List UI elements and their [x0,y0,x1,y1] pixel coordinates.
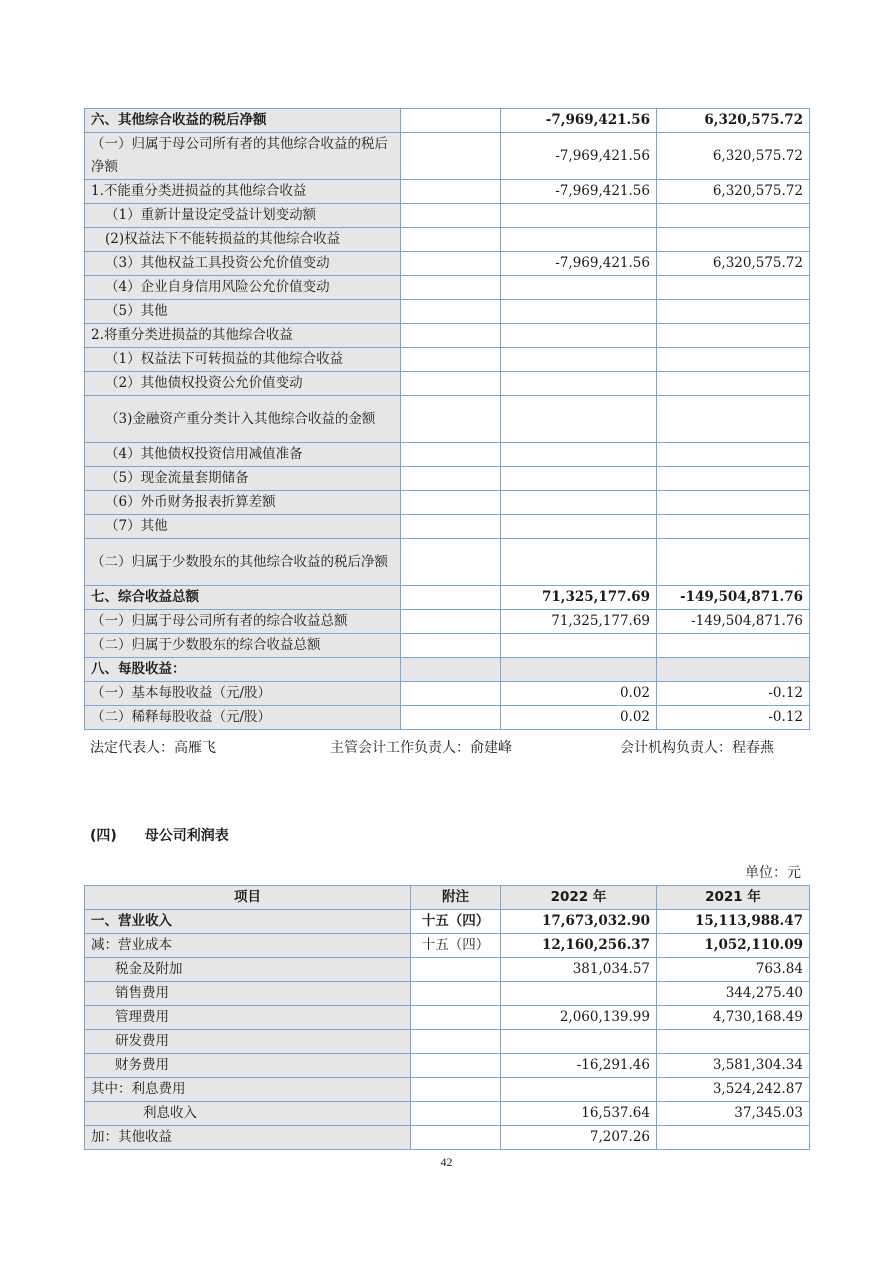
table-row [85,910,810,934]
value-2022: -7,969,421.56 [501,180,657,204]
row-label: 管理费用 [85,1006,411,1030]
value-2022 [501,982,657,1006]
value-2021: -0.12 [657,706,810,730]
row-label: 税金及附加 [85,958,411,982]
table-row [85,276,810,300]
section-number: (四) [90,828,117,844]
table-row [85,934,810,958]
value-2022 [501,1030,657,1054]
row-label: 1.不能重分类进损益的其他综合收益 [85,180,401,204]
row-label: 八、每股收益： [85,658,401,682]
table-row [85,491,810,515]
row-label: 财务费用 [85,1054,411,1078]
row-label: （二）归属于少数股东的其他综合收益的税后净额 [85,539,401,586]
row-note [401,109,501,133]
row-note [401,634,501,658]
row-note [401,682,501,706]
row-label: 其中：利息费用 [85,1078,411,1102]
row-note [401,252,501,276]
value-2021: 6,320,575.72 [657,180,810,204]
table-row [85,515,810,539]
value-2022: 0.02 [501,682,657,706]
value-2021 [657,276,810,300]
table-row [85,372,810,396]
value-2021: 344,275.40 [657,982,810,1006]
value-2022: 12,160,256.37 [501,934,657,958]
table-row [85,982,810,1006]
value-2022 [501,372,657,396]
table-row [85,682,810,706]
row-note [401,396,501,443]
value-2022 [501,467,657,491]
table-row [85,252,810,276]
header-note: 附注 [411,886,501,910]
table-row [85,610,810,634]
parent-income-statement-table [84,885,810,1150]
row-note [401,324,501,348]
value-2021 [657,300,810,324]
value-2021 [657,1030,810,1054]
table-row [85,348,810,372]
value-2022 [501,300,657,324]
row-label: 研发费用 [85,1030,411,1054]
value-2021 [657,324,810,348]
value-2021 [657,204,810,228]
row-note [401,586,501,610]
value-2022 [501,658,657,682]
table-row [85,396,810,443]
row-note [401,133,501,180]
value-2021 [657,443,810,467]
currency-unit: 单位：元 [745,865,801,881]
row-label: （7）其他 [85,515,401,539]
row-note [401,610,501,634]
value-2021: 15,113,988.47 [657,910,810,934]
row-label: （1）权益法下可转损益的其他综合收益 [85,348,401,372]
row-note [411,982,501,1006]
value-2022: 2,060,139.99 [501,1006,657,1030]
row-note [411,1078,501,1102]
value-2021 [657,539,810,586]
value-2021: -149,504,871.76 [657,586,810,610]
accounting-head: 主管会计工作负责人：俞建峰 [330,740,512,756]
row-label: 加：其他收益 [85,1126,411,1150]
page-number: 42 [440,1155,453,1169]
value-2021: 37,345.03 [657,1102,810,1126]
value-2022: -7,969,421.56 [501,133,657,180]
row-note [401,467,501,491]
table-row [85,300,810,324]
row-note: 十五（四） [411,910,501,934]
row-note [401,443,501,467]
table-row [85,1054,810,1078]
table-header-row [85,886,810,910]
row-label: （二）归属于少数股东的综合收益总额 [85,634,401,658]
row-label: 七、综合收益总额 [85,586,401,610]
row-note [401,300,501,324]
value-2021 [657,348,810,372]
table-row [85,658,810,682]
row-note [401,706,501,730]
value-2022: -7,969,421.56 [501,252,657,276]
table-row [85,1030,810,1054]
row-note [411,958,501,982]
value-2022 [501,348,657,372]
value-2022: 71,325,177.69 [501,610,657,634]
table-row [85,539,810,586]
value-2022: 17,673,032.90 [501,910,657,934]
row-note [401,491,501,515]
value-2022 [501,515,657,539]
row-label: （4）企业自身信用风险公允价值变动 [85,276,401,300]
table-row [85,228,810,252]
table-row [85,133,810,180]
legal-representative: 法定代表人：高雁飞 [90,740,216,756]
row-label: （一）基本每股收益（元/股） [85,682,401,706]
table-row [85,109,810,133]
row-label: （6）外币财务报表折算差额 [85,491,401,515]
value-2021: 4,730,168.49 [657,1006,810,1030]
row-note [411,1054,501,1078]
row-note [401,348,501,372]
row-note [411,1030,501,1054]
row-label: 六、其他综合收益的税后净额 [85,109,401,133]
value-2022 [501,539,657,586]
value-2022: 16,537.64 [501,1102,657,1126]
value-2021 [657,491,810,515]
row-label: （3)金融资产重分类计入其他综合收益的金额 [85,396,401,443]
table-row [85,634,810,658]
value-2022 [501,491,657,515]
table-row [85,204,810,228]
table-row [85,586,810,610]
value-2021: 1,052,110.09 [657,934,810,958]
row-note [401,204,501,228]
row-label: （一）归属于母公司所有者的其他综合收益的税后净额 [85,133,401,180]
row-label: 利息收入 [85,1102,411,1126]
value-2022 [501,396,657,443]
table-row [85,1126,810,1150]
section-name: 母公司利润表 [144,828,229,844]
value-2022 [501,276,657,300]
value-2021 [657,228,810,252]
value-2021: 3,581,304.34 [657,1054,810,1078]
other-comprehensive-income-table [84,108,810,730]
value-2022 [501,228,657,252]
header-2022: 2022 年 [501,886,657,910]
value-2021 [657,515,810,539]
row-label: （一）归属于母公司所有者的综合收益总额 [85,610,401,634]
value-2022 [501,204,657,228]
row-note [411,1006,501,1030]
row-note [401,276,501,300]
row-label: 减：营业成本 [85,934,411,958]
row-note [411,1102,501,1126]
table-row [85,958,810,982]
value-2021: 6,320,575.72 [657,133,810,180]
table-row [85,706,810,730]
value-2021: 763.84 [657,958,810,982]
section-title [90,825,257,845]
row-note [411,1126,501,1150]
value-2022 [501,324,657,348]
row-note [401,372,501,396]
row-label: （1）重新计量设定受益计划变动额 [85,204,401,228]
value-2022: 0.02 [501,706,657,730]
table-row [85,1006,810,1030]
value-2021: -149,504,871.76 [657,610,810,634]
table-row [85,1102,810,1126]
value-2022: 7,207.26 [501,1126,657,1150]
table-row [85,467,810,491]
row-label: （二）稀释每股收益（元/股） [85,706,401,730]
row-note [401,658,501,682]
row-label: （5）现金流量套期储备 [85,467,401,491]
value-2021 [657,1126,810,1150]
value-2022: -7,969,421.56 [501,109,657,133]
value-2021: -0.12 [657,682,810,706]
row-label: 一、营业收入 [85,910,411,934]
row-label: （5）其他 [85,300,401,324]
value-2021 [657,396,810,443]
row-label: （4）其他债权投资信用减值准备 [85,443,401,467]
row-note [401,180,501,204]
table-row [85,1078,810,1102]
value-2022 [501,634,657,658]
value-2022: -16,291.46 [501,1054,657,1078]
row-note [401,539,501,586]
value-2022 [501,1078,657,1102]
row-note [401,228,501,252]
value-2021 [657,658,810,682]
value-2022: 381,034.57 [501,958,657,982]
row-note [401,515,501,539]
row-note: 十五（四） [411,934,501,958]
accounting-org-head: 会计机构负责人：程春燕 [620,740,774,756]
value-2021: 6,320,575.72 [657,252,810,276]
header-2021: 2021 年 [657,886,810,910]
row-label: （3）其他权益工具投资公允价值变动 [85,252,401,276]
value-2021 [657,467,810,491]
row-label: 销售费用 [85,982,411,1006]
table-row [85,443,810,467]
row-label: （2）其他债权投资公允价值变动 [85,372,401,396]
row-label: 2.将重分类进损益的其他综合收益 [85,324,401,348]
value-2021 [657,372,810,396]
value-2021 [657,634,810,658]
value-2021: 3,524,242.87 [657,1078,810,1102]
value-2022: 71,325,177.69 [501,586,657,610]
value-2021: 6,320,575.72 [657,109,810,133]
header-item: 项目 [85,886,411,910]
value-2022 [501,443,657,467]
row-label: (2)权益法下不能转损益的其他综合收益 [85,228,401,252]
table-row [85,180,810,204]
table-row [85,324,810,348]
